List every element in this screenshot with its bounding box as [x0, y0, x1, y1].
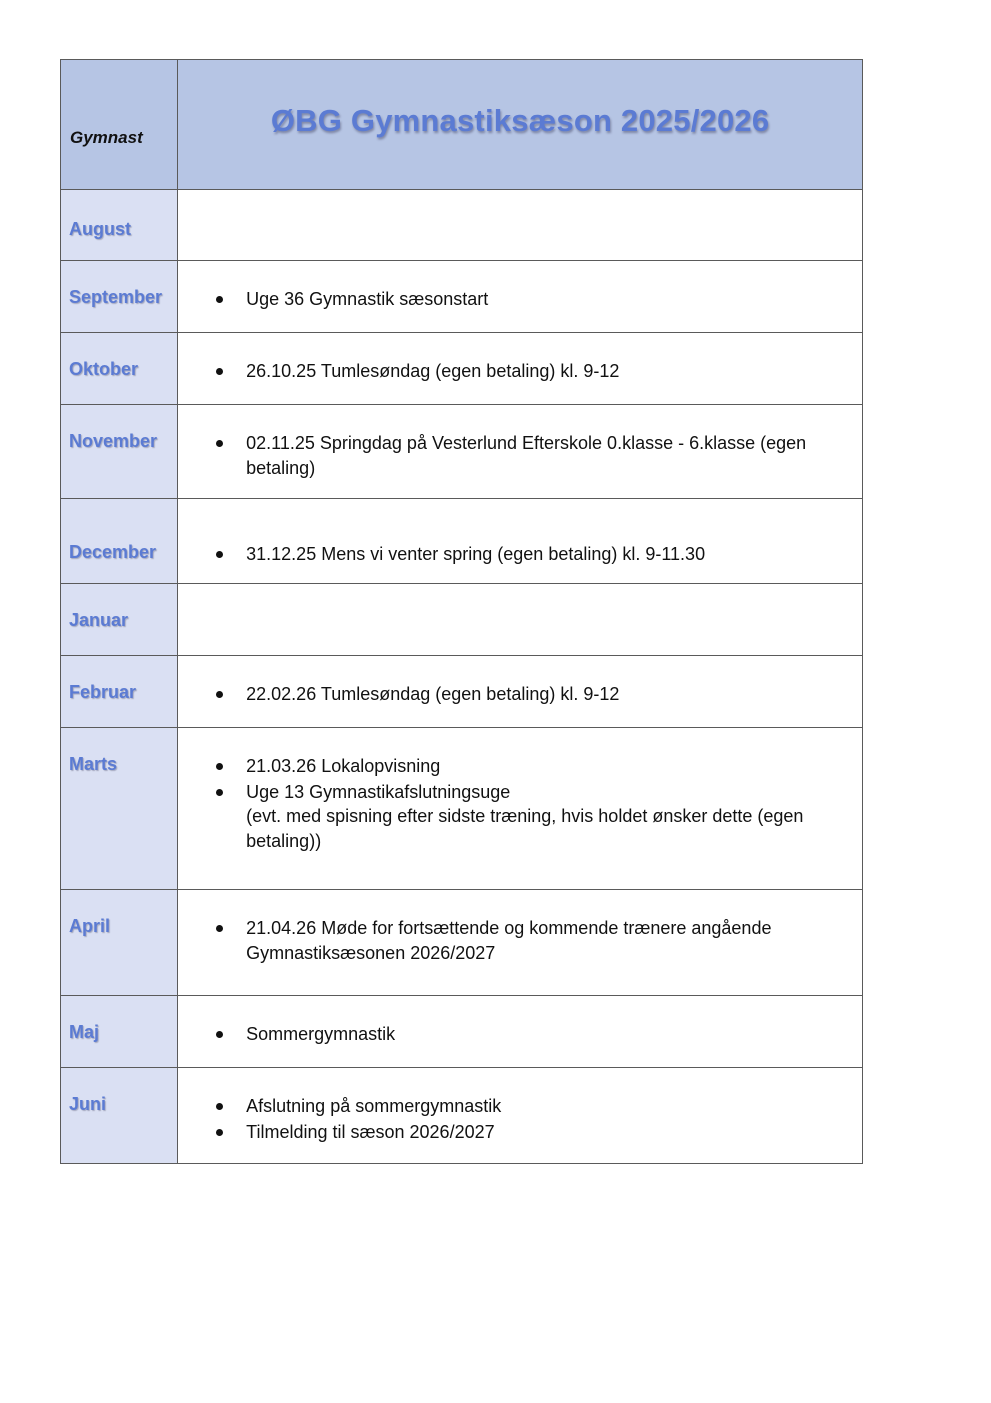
month-row-september: [61, 261, 863, 333]
month-row-februar: [61, 656, 863, 728]
month-label: Januar: [69, 610, 129, 630]
month-label: Marts: [69, 754, 118, 774]
month-row-august: [61, 190, 863, 261]
header-row: [61, 60, 863, 190]
event-list: [178, 1022, 862, 1047]
event-text: 02.11.25 Springdag på Vesterlund Efterskole 0.klasse - 6.klasse (egen betaling): [246, 433, 807, 478]
event-item: [178, 359, 862, 384]
event-item: [178, 1094, 862, 1119]
event-item: [178, 780, 862, 854]
bullet-icon: [216, 1031, 223, 1038]
event-list: [178, 754, 862, 853]
event-list: [178, 431, 862, 480]
event-item: [178, 287, 862, 312]
events-cell: [178, 405, 863, 499]
event-text: 31.12.25 Mens vi venter spring (egen betaling) kl. 9-11.30: [246, 544, 706, 564]
event-text: 21.04.26 Møde for fortsættende og kommende trænere angående Gymnastiksæsonen 2026/2027: [246, 918, 772, 963]
event-text: Tilmelding til sæson 2026/2027: [246, 1121, 495, 1142]
events-cell: [178, 190, 863, 261]
event-text: Afslutning på sommergymnastik: [246, 1096, 502, 1116]
month-label: Maj: [69, 1022, 100, 1042]
month-cell: [61, 405, 178, 499]
event-text: Uge 13 Gymnastikafslutningsuge (evt. med spisning efter sidste træning, hvis holdet ønsker dette (egen betaling)): [246, 781, 804, 851]
month-label: November: [69, 431, 158, 451]
events-cell: [178, 584, 863, 656]
gymnast-label: Gymnast: [70, 128, 143, 147]
events-cell: [178, 261, 863, 333]
month-cell: [61, 333, 178, 405]
event-list: [178, 542, 862, 567]
event-text: 26.10.25 Tumlesøndag (egen betaling) kl. 9-12: [246, 361, 620, 381]
bullet-icon: [216, 1103, 223, 1110]
month-cell: [61, 656, 178, 728]
event-text: 21.03.26 Lokalopvisning: [246, 756, 441, 776]
events-cell: [178, 333, 863, 405]
bullet-icon: [216, 789, 223, 796]
event-item: [178, 682, 862, 707]
event-list: [178, 359, 862, 384]
event-item: [178, 1022, 862, 1047]
month-cell: [61, 261, 178, 333]
event-item: [178, 754, 862, 779]
event-list: [178, 682, 862, 707]
events-cell: [178, 996, 863, 1068]
season-schedule-table: [60, 59, 863, 1164]
bullet-icon: [216, 763, 223, 770]
event-list: [178, 287, 862, 312]
page-title: ØBG Gymnastiksæson 2025/2026: [270, 102, 770, 138]
bullet-icon: [216, 296, 223, 303]
month-row-juni: [61, 1068, 863, 1164]
month-row-april: [61, 890, 863, 996]
event-text: 22.02.26 Tumlesøndag (egen betaling) kl. 9-12: [246, 684, 620, 704]
events-cell: [178, 890, 863, 996]
events-cell: [178, 499, 863, 584]
event-text: Uge 36 Gymnastik sæsonstart: [246, 289, 489, 309]
month-cell: [61, 728, 178, 890]
month-label: Oktober: [69, 359, 139, 379]
month-label: April: [69, 916, 111, 936]
month-row-marts: [61, 728, 863, 890]
bullet-icon: [216, 691, 223, 698]
month-cell: [61, 584, 178, 656]
month-cell: [61, 499, 178, 584]
month-label: Februar: [69, 682, 137, 702]
bullet-icon: [216, 925, 223, 932]
event-list: [178, 1094, 862, 1144]
event-list: [178, 916, 862, 965]
event-text: Sommergymnastik: [246, 1024, 396, 1044]
month-cell: [61, 1068, 178, 1164]
month-cell: [61, 996, 178, 1068]
bullet-icon: [216, 440, 223, 447]
month-row-oktober: [61, 333, 863, 405]
bullet-icon: [216, 551, 223, 558]
month-label: August: [69, 219, 131, 239]
event-item: [178, 542, 862, 567]
month-row-november: [61, 405, 863, 499]
month-label: December: [69, 542, 157, 562]
month-label: September: [69, 287, 163, 307]
month-cell: [61, 890, 178, 996]
event-item: [178, 916, 862, 965]
month-row-december: [61, 499, 863, 584]
events-cell: [178, 1068, 863, 1164]
bullet-icon: [216, 368, 223, 375]
gymnast-header-cell: [61, 60, 178, 190]
title-header-cell: [178, 60, 863, 190]
month-cell: [61, 190, 178, 261]
month-row-maj: [61, 996, 863, 1068]
bullet-icon: [216, 1129, 223, 1136]
event-item: [178, 431, 862, 480]
month-label: Juni: [69, 1094, 107, 1114]
events-cell: [178, 656, 863, 728]
event-item: [178, 1120, 862, 1145]
events-cell: [178, 728, 863, 890]
month-row-januar: [61, 584, 863, 656]
